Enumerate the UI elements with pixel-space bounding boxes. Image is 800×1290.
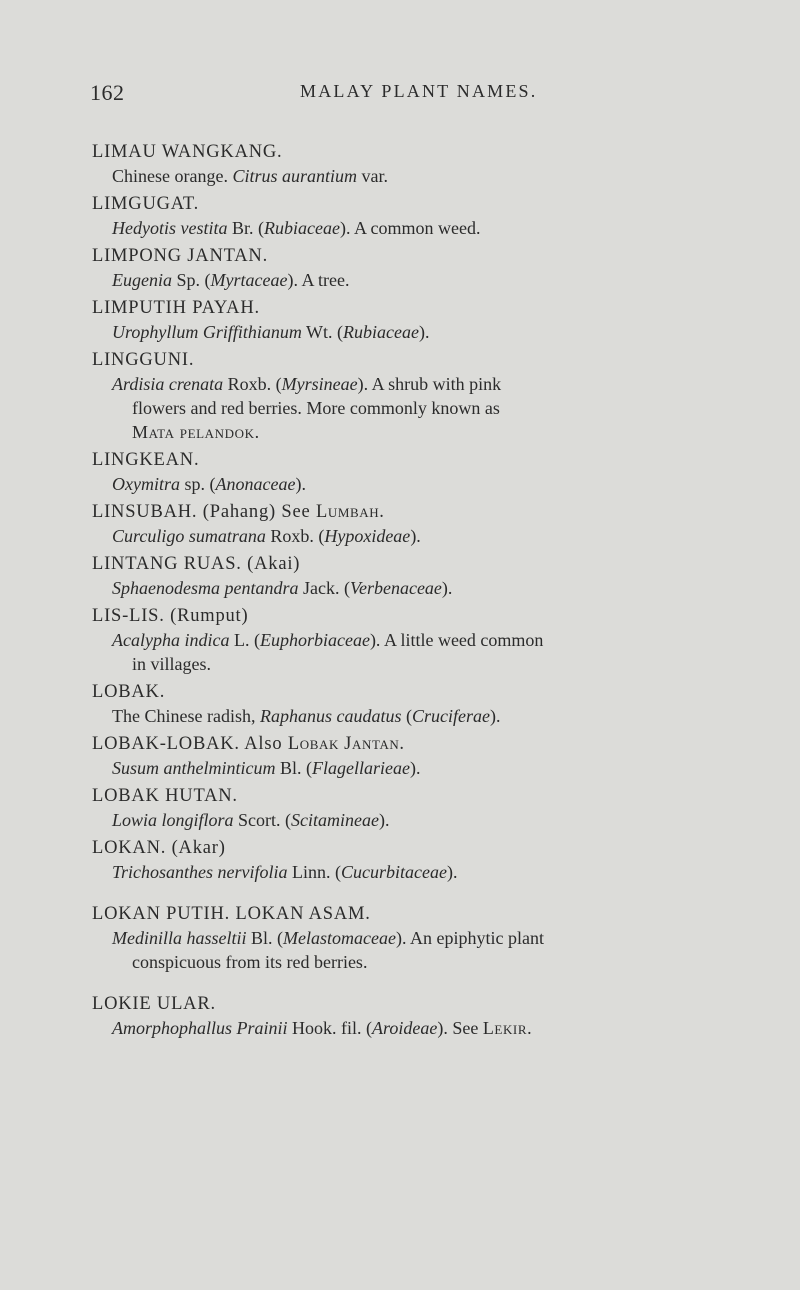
entry-headword: LIMGUGAT.: [92, 194, 200, 214]
entry-headword: LOKAN. (Akar): [92, 838, 226, 858]
page-number: 162: [90, 80, 125, 105]
spacer: [92, 978, 732, 992]
entry-linsubah: [92, 500, 732, 548]
entry-description: Acalypha indica L. (Euphorbiaceae). A little weed common in villages.: [112, 630, 544, 674]
running-title: MALAY PLANT NAMES.: [300, 81, 538, 101]
entry-lingkean: [92, 448, 732, 496]
entry-headword: LINGKEAN.: [92, 450, 200, 470]
entry-headword: LOKIE ULAR.: [92, 994, 216, 1014]
entry-headword: LIMPUTIH PAYAH.: [92, 298, 260, 318]
entry-headword: LOKAN PUTIH. LOKAN ASAM.: [92, 904, 371, 924]
entry-description: Oxymitra sp. (Anonaceae).: [112, 474, 306, 494]
entry-list: [92, 140, 732, 1044]
entry-lingguni: [92, 348, 732, 444]
entry-headword: LIS-LIS. (Rumput): [92, 606, 249, 626]
entry-lis-lis: [92, 604, 732, 676]
entry-lobak-hutan: [92, 784, 732, 832]
entry-lokie-ular: [92, 992, 732, 1040]
entry-headword: LIMAU WANGKANG.: [92, 142, 283, 162]
entry-lintang-ruas: [92, 552, 732, 600]
entry-description: Sphaenodesma pentandra Jack. (Verbenaceae).: [112, 578, 453, 598]
entry-lobak: [92, 680, 732, 728]
entry-headword: LINSUBAH. (Pahang) See Lumbah.: [92, 502, 385, 522]
entry-lokan-putih: [92, 902, 732, 974]
entry-limputih-payah: [92, 296, 732, 344]
entry-headword: LINGGUNI.: [92, 350, 195, 370]
entry-description: Ardisia crenata Roxb. (Myrsineae). A shrub with pink flowers and red berries. More commonly known as Mata pelandok.: [112, 374, 502, 442]
entry-description: Susum anthelminticum Bl. (Flagellarieae).: [112, 758, 421, 778]
entry-description: Hedyotis vestita Br. (Rubiaceae). A common weed.: [112, 218, 481, 238]
entry-limau-wangkang: [92, 140, 732, 188]
entry-lokan: [92, 836, 732, 884]
spacer: [92, 888, 732, 902]
entry-description: Lowia longiflora Scort. (Scitamineae).: [112, 810, 390, 830]
entry-description: Chinese orange. Citrus aurantium var.: [112, 166, 388, 186]
entry-headword: LINTANG RUAS. (Akai): [92, 554, 301, 574]
entry-description: Amorphophallus Prainii Hook. fil. (Aroideae). See Lekir.: [112, 1018, 533, 1038]
entry-description: Urophyllum Griffithianum Wt. (Rubiaceae).: [112, 322, 430, 342]
entry-lobak-lobak: [92, 732, 732, 780]
entry-limpong-jantan: [92, 244, 732, 292]
entry-headword: LOBAK.: [92, 682, 166, 702]
entry-description: Eugenia Sp. (Myrtaceae). A tree.: [112, 270, 350, 290]
entry-description: Curculigo sumatrana Roxb. (Hypoxideae).: [112, 526, 421, 546]
entry-headword: LOBAK HUTAN.: [92, 786, 238, 806]
entry-headword: LOBAK-LOBAK. Also Lobak Jantan.: [92, 734, 405, 754]
entry-limgugat: [92, 192, 732, 240]
entry-description: The Chinese radish, Raphanus caudatus (Cruciferae).: [112, 706, 501, 726]
entry-description: Trichosanthes nervifolia Linn. (Cucurbitaceae).: [112, 862, 458, 882]
page-header: [90, 80, 710, 110]
entry-headword: LIMPONG JANTAN.: [92, 246, 268, 266]
entry-description: Medinilla hasseltii Bl. (Melastomaceae). An epiphytic plant conspicuous from its red berries.: [112, 928, 544, 972]
